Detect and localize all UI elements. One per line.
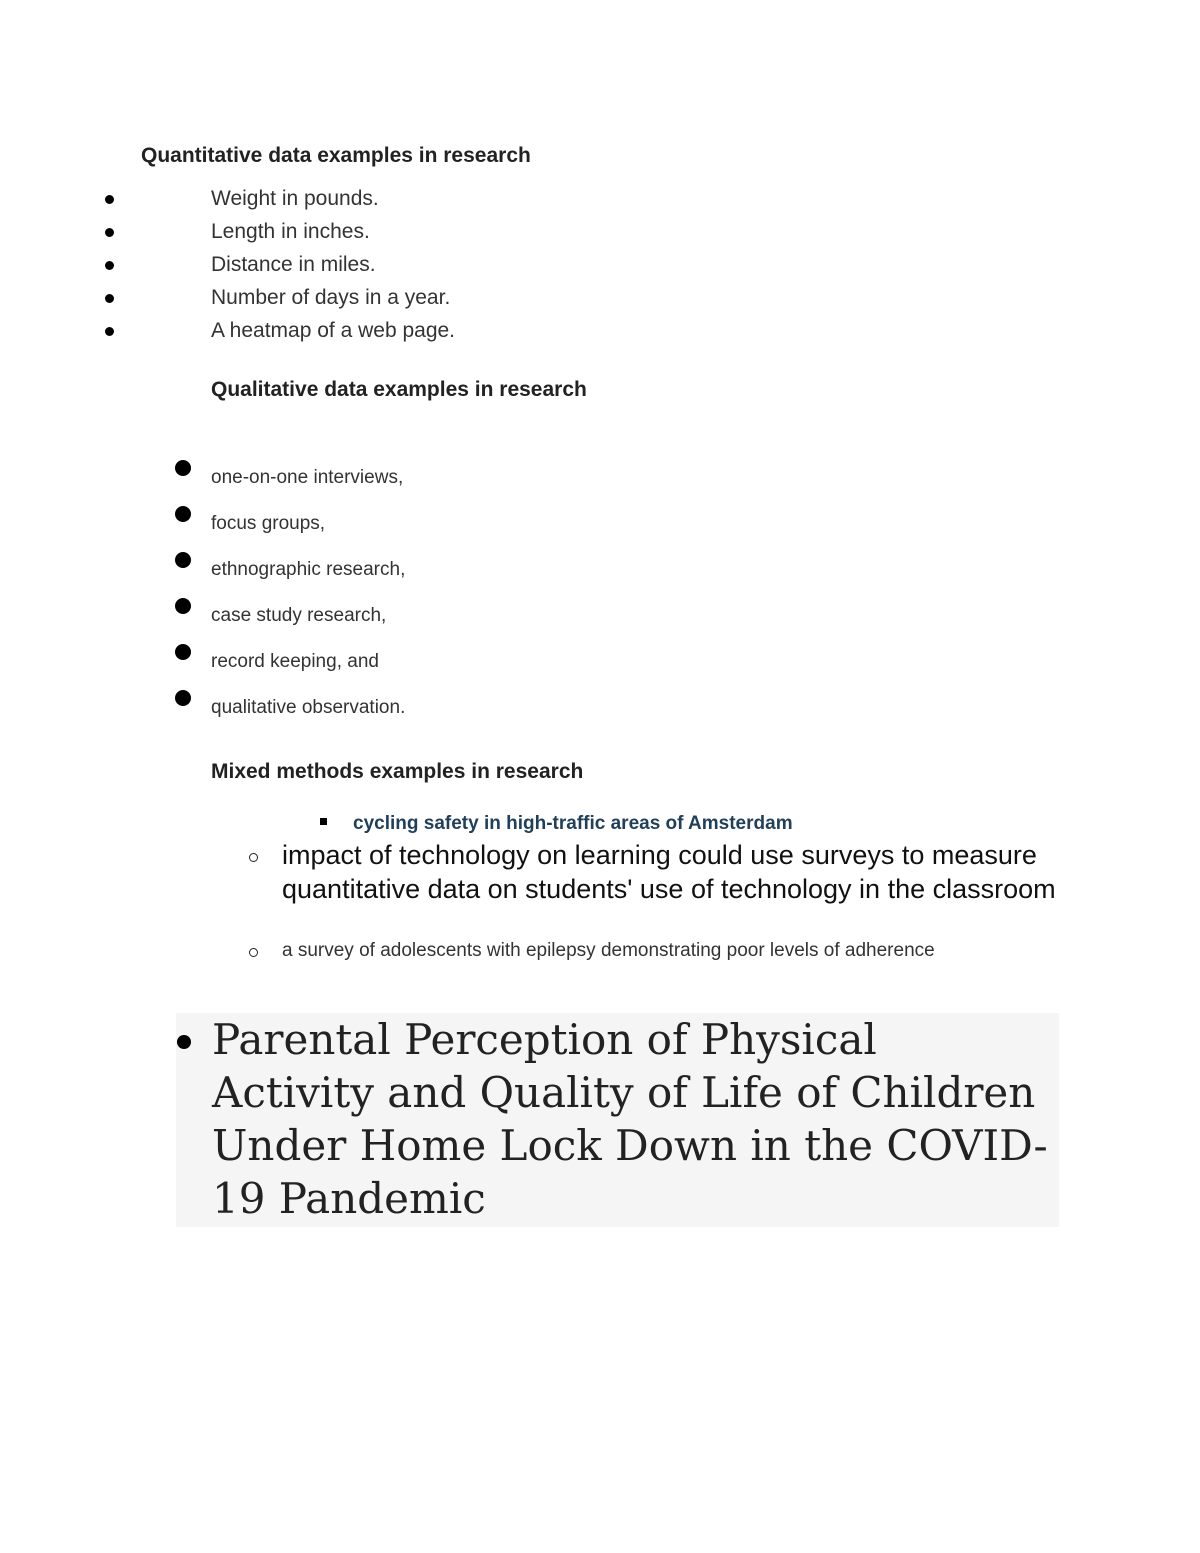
bullet-icon: [175, 598, 191, 614]
list-item: [0, 598, 900, 638]
quantitative-heading: Quantitative data examples in research: [141, 144, 531, 167]
list-item: [0, 460, 900, 500]
article-title-block: [176, 1013, 1059, 1227]
bullet-icon: [105, 294, 114, 303]
bullet-icon: [105, 327, 114, 336]
list-item: [0, 318, 900, 351]
mixed-methods-heading: Mixed methods examples in research: [211, 760, 584, 783]
list-item-text: Distance in miles.: [211, 253, 376, 276]
article-title: Parental Perception of Physical Activity and Quality of Life of Children Under Home Lock Down in the COVID-19 Pandemic: [212, 1015, 1048, 1223]
mixed-example-epilepsy: a survey of adolescents with epilepsy demonstrating poor levels of adherence: [282, 940, 935, 961]
circle-bullet-icon: [249, 853, 258, 862]
list-item-text: one-on-one interviews,: [211, 467, 404, 488]
list-item-text: case study research,: [211, 605, 387, 626]
list-item: [0, 186, 900, 219]
list-item: [0, 219, 900, 252]
list-item: [0, 644, 900, 684]
bullet-icon: [175, 506, 191, 522]
list-item-text: Number of days in a year.: [211, 286, 451, 309]
list-item-text: A heatmap of a web page.: [211, 319, 456, 342]
square-bullet-icon: [320, 818, 327, 825]
bullet-icon: [175, 644, 191, 660]
list-item-text: qualitative observation.: [211, 697, 406, 718]
bullet-icon: [105, 228, 114, 237]
qualitative-heading: Qualitative data examples in research: [211, 378, 587, 401]
list-item-text: Length in inches.: [211, 220, 370, 243]
circle-bullet-icon: [249, 948, 258, 957]
list-item: [0, 506, 900, 546]
bullet-icon: [105, 261, 114, 270]
bullet-icon: [175, 690, 191, 706]
list-item: [0, 285, 900, 318]
list-item: [0, 552, 900, 592]
bullet-icon: [105, 195, 114, 204]
bullet-icon: [175, 460, 191, 476]
list-item: [0, 252, 900, 285]
mixed-example-technology: impact of technology on learning could use surveys to measure quantitative data on students' use of technology in the classroom: [282, 840, 1056, 904]
bullet-icon: [175, 552, 191, 568]
list-item-text: Weight in pounds.: [211, 187, 379, 210]
list-item-text: focus groups,: [211, 513, 326, 534]
mixed-example-link[interactable]: cycling safety in high-traffic areas of Amsterdam: [353, 813, 793, 834]
list-item-text: ethnographic research,: [211, 559, 406, 580]
list-item: [0, 690, 900, 730]
list-item-text: record keeping, and: [211, 651, 379, 672]
bullet-icon: [177, 1035, 191, 1049]
